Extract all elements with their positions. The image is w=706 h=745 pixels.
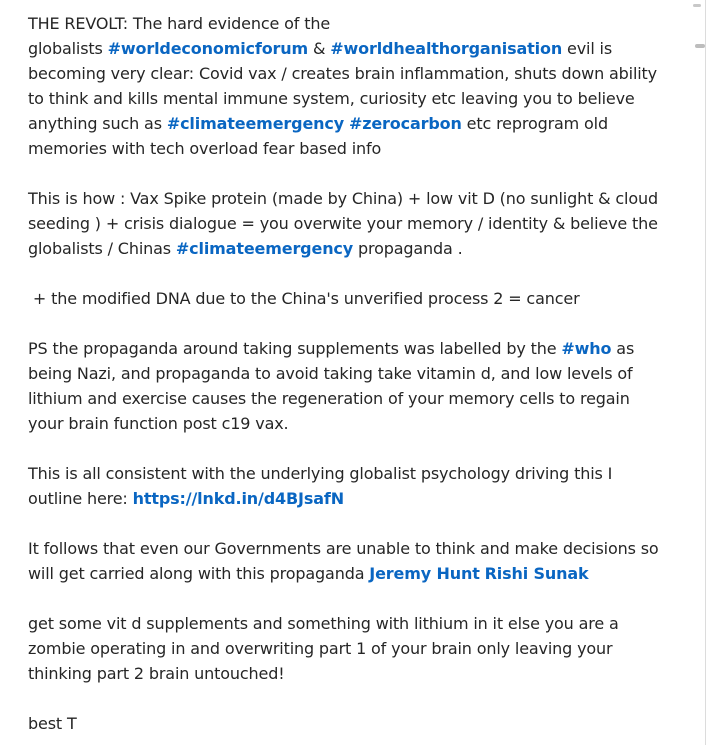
- post-paragraph-5: [28, 461, 668, 511]
- paragraph-text: THE REVOLT: The hard evidence of the: [28, 14, 331, 33]
- paragraph-text: propaganda .: [353, 239, 463, 258]
- paragraph-spacer: [28, 261, 668, 286]
- post-paragraph-3: [28, 286, 668, 311]
- post-paragraph-1: [28, 11, 668, 161]
- paragraph-text: get some vit d supplements and something with lithium in it else you are a zombie operating in and overwriting part 1 of your brain only leaving your thinking part 2 brain untouched!: [28, 614, 619, 683]
- post-paragraph-6: [28, 536, 668, 586]
- external-link[interactable]: https://lnkd.in/d4BJsafN: [132, 489, 344, 508]
- paragraph-text: best T: [28, 714, 77, 733]
- paragraph-text: It follows that even our Governments are unable to think and make decisions so will get carried along with this propaganda: [28, 539, 659, 583]
- paragraph-spacer: [28, 311, 668, 336]
- paragraph-text: globalists: [28, 39, 108, 58]
- post-paragraph-2: [28, 186, 668, 261]
- paragraph-text: + the modified DNA due to the China's unverified process 2 = cancer: [28, 289, 580, 308]
- paragraph-spacer: [28, 586, 668, 611]
- post-paragraph-4: [28, 336, 668, 436]
- post-paragraph-7: [28, 611, 668, 686]
- mention-rishi-sunak[interactable]: Rishi Sunak: [484, 564, 589, 583]
- paragraph-spacer: [28, 511, 668, 536]
- paragraph-text: etc reprogram old memories with tech overload fear based info: [28, 114, 608, 158]
- hashtag-worldhealthorganisation[interactable]: #worldhealthorganisation: [330, 39, 563, 58]
- hashtag-who[interactable]: #who: [561, 339, 612, 358]
- hashtag-zerocarbon[interactable]: #zerocarbon: [348, 114, 462, 133]
- paragraph-text: &: [308, 39, 331, 58]
- paragraph-spacer: [28, 161, 668, 186]
- paragraph-text: as being Nazi, and propaganda to avoid taking take vitamin d, and low levels of lithium and exercise causes the regeneration of your memory cells to regain your brain function post c19 vax.: [28, 339, 635, 433]
- paragraph-text: This is all consistent with the underlying globalist psychology driving this I outline here:: [28, 464, 613, 508]
- post-paragraph-8: [28, 711, 668, 736]
- scrollbar-thumb[interactable]: [695, 44, 705, 48]
- mention-jeremy-hunt[interactable]: Jeremy Hunt: [369, 564, 480, 583]
- scrollbar-top-arrow[interactable]: [693, 4, 701, 7]
- paragraph-spacer: [28, 436, 668, 461]
- hashtag-climateemergency[interactable]: #climateemergency: [175, 239, 354, 258]
- hashtag-worldeconomicforum[interactable]: #worldeconomicforum: [107, 39, 309, 58]
- paragraph-text: evil is becoming very clear: Covid vax / creates brain inflammation, shuts down ability to think and kills mental immune system, curiosity etc leaving you to believe anything such as: [28, 39, 657, 133]
- post-body: [28, 11, 668, 736]
- paragraph-spacer: [28, 686, 668, 711]
- hashtag-climateemergency[interactable]: #climateemergency: [166, 114, 344, 133]
- paragraph-text: PS the propaganda around taking supplements was labelled by the: [28, 339, 562, 358]
- paragraph-text: This is how : Vax Spike protein (made by China) + low vit D (no sunlight & cloud seeding ) + crisis dialogue = you overwite your memory / identity & believe the globalists / Chinas: [28, 189, 658, 258]
